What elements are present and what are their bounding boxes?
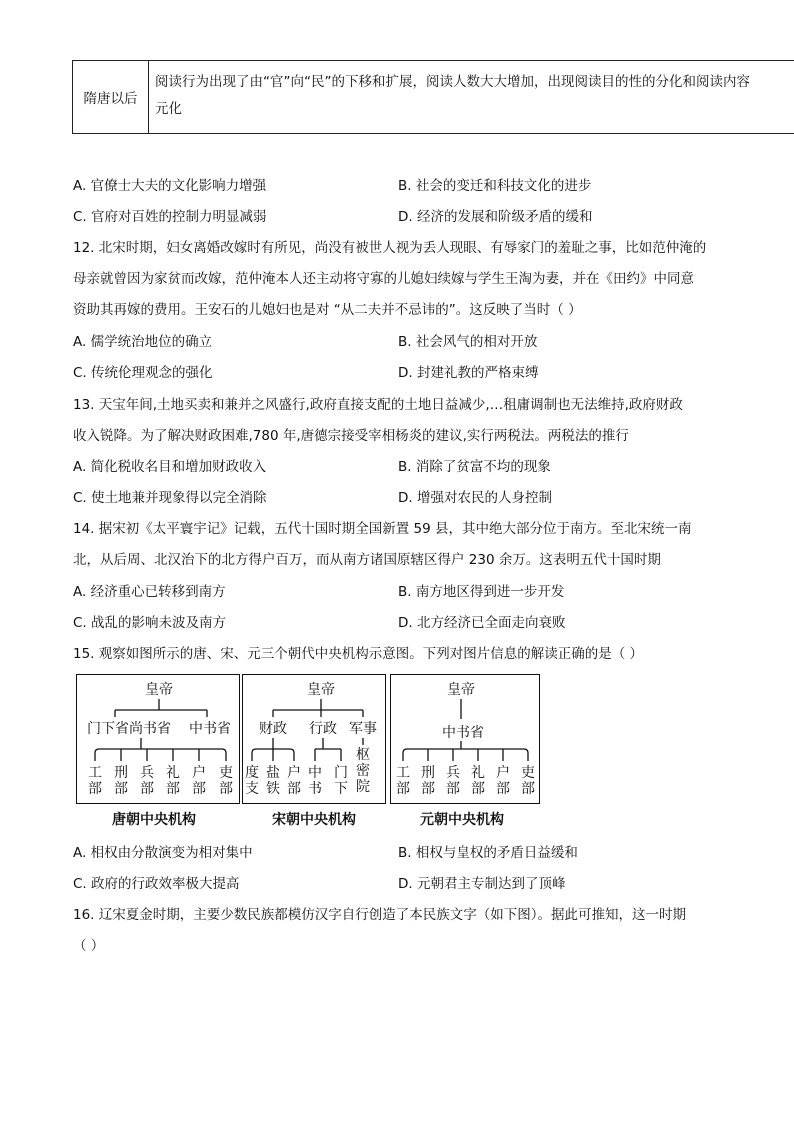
q13-option-a[interactable]: A. 简化税收名目和增加财政收入 bbox=[73, 459, 267, 475]
tang-diagram bbox=[76, 674, 240, 804]
song-admin-sub-1: 门下 bbox=[334, 765, 348, 797]
yuan-ministry-5: 吏部 bbox=[521, 765, 535, 797]
reading-table bbox=[72, 60, 794, 134]
q12-stem-line2: 母亲就曾因为家贫而改嫁，范仲淹本人还主动将守寡的儿媳妇续嫁与学生王淘为妻，并在《田约》中同意 bbox=[73, 271, 694, 287]
song-diagram-svg bbox=[243, 675, 384, 802]
q14-stem-line1: 14. 据宋初《太平寰宇记》记载，五代十国时期全国新置 59 县，其中绝大部分位于南方。至北宋统一南 bbox=[73, 521, 692, 537]
tang-ministry-4: 户部 bbox=[192, 765, 206, 797]
song-military: 军事 bbox=[349, 721, 377, 737]
q13-option-c[interactable]: C. 使土地兼并现象得以完全消除 bbox=[73, 490, 267, 506]
q12-option-c[interactable]: C. 传统伦理观念的强化 bbox=[73, 365, 213, 381]
song-finance-sub-2: 户部 bbox=[287, 765, 301, 797]
q13-stem-line1: 13. 天宝年间,土地买卖和兼并之风盛行,政府直接支配的土地日益减少,…租庸调制也无法维持,政府财政 bbox=[73, 397, 683, 413]
q15-option-d[interactable]: D. 元朝君主专制达到了顶峰 bbox=[398, 876, 566, 892]
yuan-ministry-2: 兵部 bbox=[446, 765, 460, 797]
song-finance-sub-0: 度支 bbox=[245, 765, 259, 797]
yuan-ministry-1: 刑部 bbox=[421, 765, 435, 797]
tang-caption: 唐朝中央机构 bbox=[112, 812, 196, 828]
tang-menxia-shangshu: 门下省尚书省 bbox=[87, 721, 171, 737]
song-caption: 宋朝中央机构 bbox=[272, 812, 356, 828]
yuan-diagram bbox=[390, 674, 540, 804]
q14-option-b[interactable]: B. 南方地区得到进一步开发 bbox=[398, 584, 565, 600]
tang-ministry-1: 刑部 bbox=[114, 765, 128, 797]
yuan-diagram-svg bbox=[391, 675, 538, 802]
q11-option-a[interactable]: A. 官僚士大夫的文化影响力增强 bbox=[73, 178, 267, 194]
q13-option-d[interactable]: D. 增强对农民的人身控制 bbox=[398, 490, 552, 506]
q14-option-d[interactable]: D. 北方经济已全面走向衰败 bbox=[398, 615, 566, 631]
q13-option-b[interactable]: B. 消除了贫富不均的现象 bbox=[398, 459, 551, 475]
q12-option-b[interactable]: B. 社会风气的相对开放 bbox=[398, 334, 538, 350]
q12-option-a[interactable]: A. 儒学统治地位的确立 bbox=[73, 334, 213, 350]
tang-zhongshu: 中书省 bbox=[189, 721, 231, 737]
song-finance-sub-1: 盐铁 bbox=[266, 765, 280, 797]
yuan-zhongshu: 中书省 bbox=[442, 725, 484, 741]
q11-option-d[interactable]: D. 经济的发展和阶级矛盾的缓和 bbox=[398, 209, 593, 225]
song-admin: 行政 bbox=[309, 721, 337, 737]
table-desc-line1: 阅读行为出现了由“官”向“民”的下移和扩展，阅读人数大大增加，出现阅读目的性的分化和阅读内容 bbox=[155, 74, 750, 90]
tang-diagram-svg bbox=[77, 675, 238, 802]
q15-option-a[interactable]: A. 相权由分散演变为相对集中 bbox=[73, 845, 253, 861]
table-desc-cell bbox=[155, 69, 794, 123]
tang-ministry-2: 兵部 bbox=[140, 765, 154, 797]
q12-option-d[interactable]: D. 封建礼教的严格束缚 bbox=[398, 365, 539, 381]
yuan-caption: 元朝中央机构 bbox=[420, 812, 504, 828]
q14-option-c[interactable]: C. 战乱的影响未波及南方 bbox=[73, 615, 227, 631]
song-military-sub: 枢密院 bbox=[356, 747, 370, 795]
q16-stem-line2: （ ） bbox=[73, 938, 105, 954]
q15-option-b[interactable]: B. 相权与皇权的矛盾日益缓和 bbox=[398, 845, 578, 861]
q15-stem-line1: 15. 观察如图所示的唐、宋、元三个朝代中央机构示意图。下列对图片信息的解读正确的是（ ） bbox=[73, 646, 644, 662]
yuan-emperor: 皇帝 bbox=[447, 682, 475, 698]
q14-stem-line2: 北，从后周、北汉治下的北方得户百万，而从南方诸国原辖区得户 230 余万。这表明五代十国时期 bbox=[73, 552, 661, 568]
yuan-ministry-0: 工部 bbox=[396, 765, 410, 797]
tang-emperor: 皇帝 bbox=[145, 682, 173, 698]
tang-ministry-3: 礼部 bbox=[166, 765, 180, 797]
q14-option-a[interactable]: A. 经济重心已转移到南方 bbox=[73, 584, 226, 600]
song-emperor: 皇帝 bbox=[307, 682, 335, 698]
song-admin-sub-0: 中书 bbox=[308, 765, 322, 797]
tang-ministry-5: 吏部 bbox=[219, 765, 233, 797]
q16-stem-line1: 16. 辽宋夏金时期，主要少数民族都模仿汉字自行创造了本民族文字（如下图）。据此可推知，这一时期 bbox=[73, 907, 687, 923]
tang-ministry-0: 工部 bbox=[88, 765, 102, 797]
q12-stem-line3: 资助其再嫁的费用。王安石的儿媳妇也是对 “从二夫并不忌讳的”。这反映了当时（ ） bbox=[73, 302, 582, 318]
song-finance: 财政 bbox=[259, 721, 287, 737]
q11-option-b[interactable]: B. 社会的变迁和科技文化的进步 bbox=[398, 178, 592, 194]
song-diagram bbox=[242, 674, 386, 804]
q11-option-c[interactable]: C. 官府对百姓的控制力明显减弱 bbox=[73, 209, 267, 225]
q15-option-c[interactable]: C. 政府的行政效率极大提高 bbox=[73, 876, 240, 892]
yuan-ministry-3: 礼部 bbox=[471, 765, 485, 797]
table-desc-line2: 元化 bbox=[155, 101, 182, 117]
yuan-ministry-4: 户部 bbox=[496, 765, 510, 797]
table-period-cell: 隋唐以后 bbox=[73, 61, 149, 133]
q13-stem-line2: 收入锐降。为了解决财政困难,780 年,唐德宗接受宰相杨炎的建议,实行两税法。两税法的推行 bbox=[73, 428, 629, 444]
q12-stem-line1: 12. 北宋时期，妇女离婚改嫁时有所见，尚没有被世人视为丢人现眼、有辱家门的羞耻之事，比如范仲淹的 bbox=[73, 240, 707, 256]
